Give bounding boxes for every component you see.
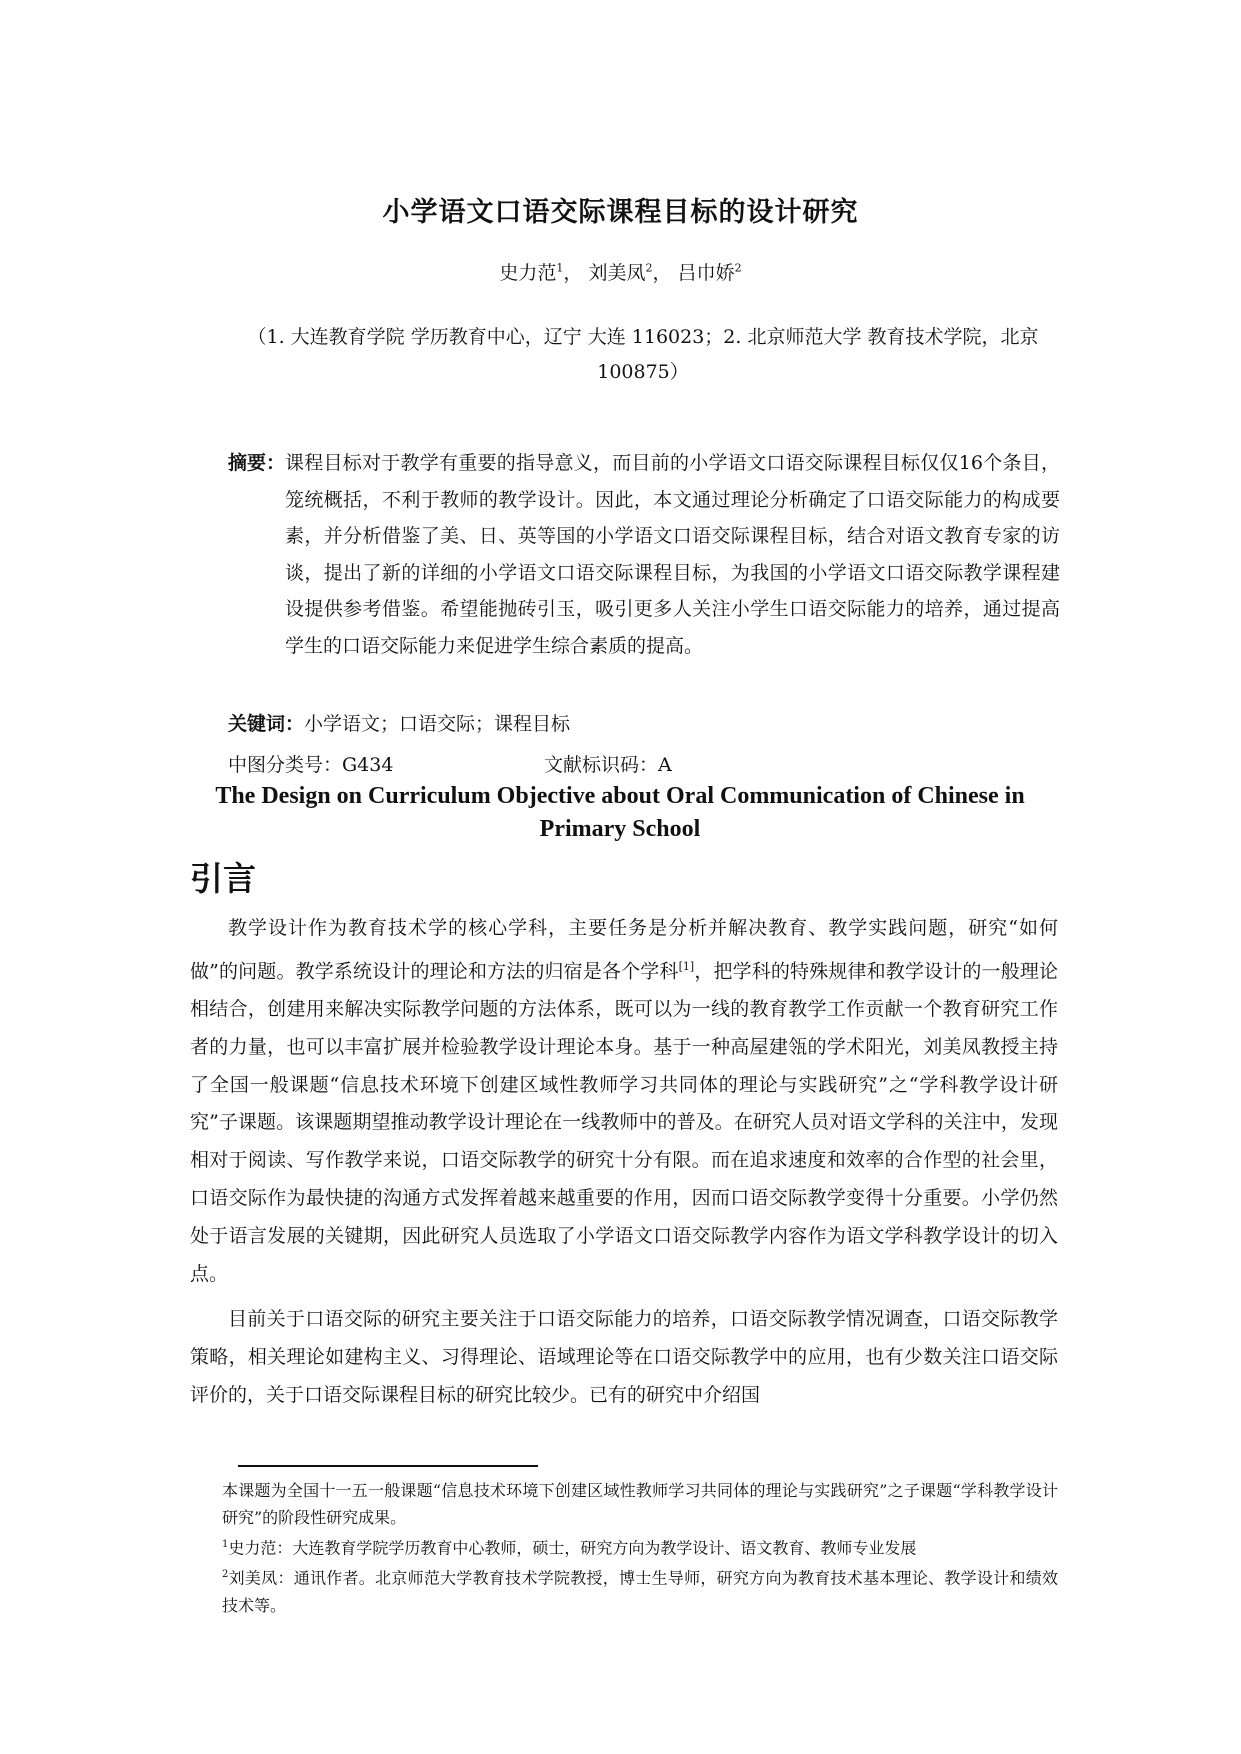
footnote-author-1	[190, 1531, 1058, 1561]
keywords	[228, 709, 570, 736]
citation-ref: [1]	[678, 959, 695, 973]
footnote-text: 史力范：大连教育学院学历教育中心教师，硕士，研究方向为教学设计、语文教育、教师专业发展	[228, 1538, 917, 1558]
author-separator: ，	[652, 262, 672, 284]
abstract-label: 摘要：	[228, 452, 286, 474]
paragraph-text: 教学设计作为教育技术学的核心学科，主要任务是分析并解决教育、教学实践问题，研究“如何做”的问题。教学系统设计的理论和方法的归宿是各个学科	[190, 917, 1058, 983]
author-name: 史力范	[499, 262, 557, 284]
footnote-funding: 本课题为全国十一五一般课题“信息技术环境下创建区域性教师学习共同体的理论与实践研究”之子课题“学科教学设计研究”的阶段性研究成果。	[222, 1481, 1058, 1527]
author-affiliation-mark: 2	[645, 261, 653, 275]
author-affiliation-mark: 2	[734, 261, 742, 275]
footnote-mark: 2	[222, 1569, 229, 1581]
footnote-divider	[238, 1465, 538, 1467]
affiliations: （1. 大连教育学院 学历教育中心，辽宁 大连 116023；2. 北京师范大学 教育技术学院，北京 100875）	[247, 326, 1039, 383]
paragraph	[190, 910, 1058, 1293]
classification-line	[228, 750, 1028, 777]
author-affiliation-mark: 1	[556, 261, 564, 275]
author-name: 刘美凤	[588, 262, 646, 284]
footnotes	[190, 1477, 1058, 1619]
footnote-mark: 1	[222, 1539, 229, 1550]
paper-title: 小学语文口语交际课程目标的设计研究	[382, 197, 859, 228]
author-separator: ，	[563, 262, 583, 284]
keywords-text: 小学语文；口语交际；课程目标	[304, 713, 571, 735]
abstract	[228, 445, 1060, 664]
paragraph-text: ，把学科的特殊规律和教学设计的一般理论相结合，创建用来解决实际教学问题的方法体系，既可以为一线的教育教学工作贡献一个教育研究工作者的力量，也可以丰富扩展并检验教学设计理论本身。基于一种高屋建瓴的学术阳光，刘美凤教授主持了全国一般课题“信息技术环境下创建区域性教师学习共同体的理论与实践研究”之“学科教学设计研究”子课题。该课题期望推动教学设计理论在一线教师中的普及。在研究人员对语文学科的关注中，发现相对于阅读、写作教学来说，口语交际教学的研究十分有限。而在追求速度和效率的合作型的社会里，口语交际作为最快捷的沟通方式发挥着越来越重要的作用，因而口语交际教学变得十分重要。小学仍然处于语言发展的关键期，因此研究人员选取了小学语文口语交际教学内容作为语文学科教学设计的切入点。	[190, 960, 1058, 1285]
body-text	[190, 910, 1058, 1423]
author-name: 吕巾娇	[677, 262, 735, 284]
author-list	[0, 258, 1241, 285]
footnote-text: 刘美凤：通讯作者。北京师范大学教育技术学院教授，博士生导师，研究方向为教育技术基本理论、教学设计和绩效技术等。	[222, 1568, 1058, 1615]
keywords-label: 关键词：	[228, 713, 305, 735]
document-code: 文献标识码：A	[544, 754, 672, 776]
english-title: The Design on Curriculum Objective about Oral Communication of Chinese in Primary School	[215, 783, 1025, 842]
abstract-text: 课程目标对于教学有重要的指导意义，而目前的小学语文口语交际课程目标仅仅16个条目，笼统概括，不利于教师的教学设计。因此，本文通过理论分析确定了口语交际能力的构成要素，并分析借鉴了美、日、英等国的小学语文口语交际课程目标，结合对语文教育专家的访谈，提出了新的详细的小学语文口语交际课程目标，为我国的小学语文口语交际教学课程建设提供参考借鉴。希望能抛砖引玉，吸引更多人关注小学生口语交际能力的培养，通过提高学生的口语交际能力来促进学生综合素质的提高。	[285, 452, 1060, 657]
clc-number: 中图分类号：G434	[228, 754, 394, 776]
footnote-author-2	[190, 1561, 1058, 1618]
section-heading-introduction: 引言	[190, 859, 256, 898]
paragraph: 目前关于口语交际的研究主要关注于口语交际能力的培养，口语交际教学情况调查，口语交际教学策略，相关理论如建构主义、习得理论、语域理论等在口语交际教学中的应用，也有少数关注口语交际评价的，关于口语交际课程目标的研究比较少。已有的研究中介绍国	[190, 1308, 1058, 1406]
